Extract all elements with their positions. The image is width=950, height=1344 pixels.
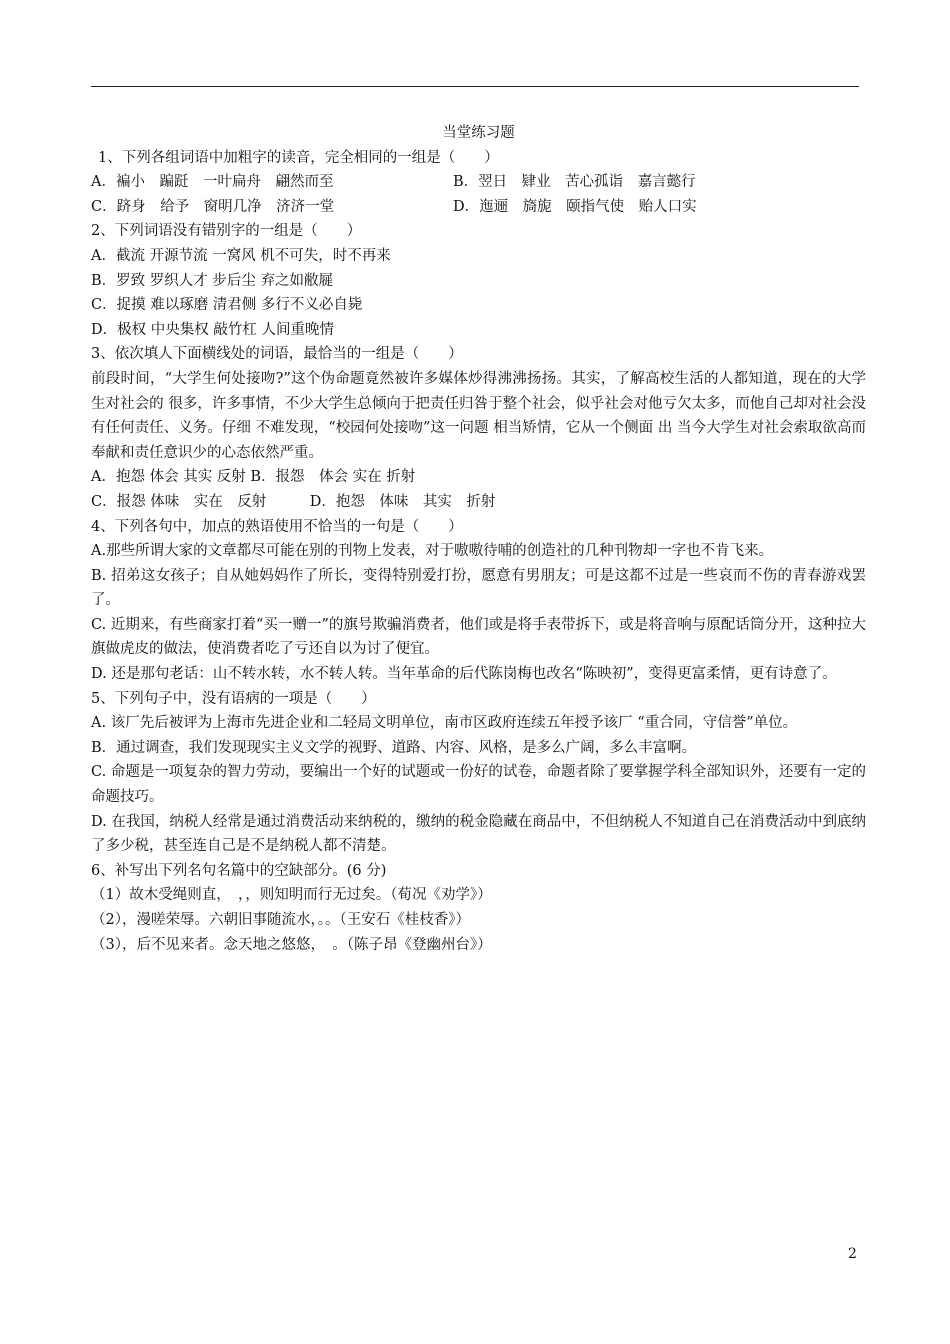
- question-6-item-1: （1）故木受绳则直， ，，则知明而行无过矣。（荀况《劝学》）: [91, 887, 492, 904]
- question-3-options-ab: A．抱怨 体会 其实 反射 B．报怨 体会 实在 折射: [91, 469, 416, 486]
- header-rule: [91, 86, 859, 87]
- page-title: 当堂练习题: [442, 125, 515, 141]
- question-1-option-b: B．翌日 肄业 苦心孤诣 嘉言懿行: [453, 174, 696, 191]
- question-5-option-c: C. 命题是一项复杂的智力劳动，要编出一个好的试题或一份好的试卷，命题者除了要掌握学科全部知识外，还要有一定的命题技巧。: [91, 764, 866, 806]
- question-1-option-a: A．褊小 蹁跹 一叶扁舟 翩然而至: [91, 174, 334, 191]
- question-3-options-cd: C．报怨 体味 实在 反射 D．抱怨 体味 其实 折射: [91, 493, 496, 510]
- question-4-option-b: B. 招弟这女孩子；自从她妈妈作了所长，变得特别爱打扮，愿意有男朋友；可是这都不过是一些哀而不伤的青春游戏罢了。: [91, 567, 866, 609]
- question-5-stem: 5、下列句子中，没有语病的一项是（ ）: [91, 690, 376, 707]
- question-1-option-d: D．迤逦 旖旎 颐指气使 贻人口实: [453, 198, 697, 215]
- question-1-options-row-2: [91, 195, 866, 220]
- question-5-option-d: D. 在我国，纳税人经常是通过消费活动来纳税的，缴纳的税金隐藏在商品中，不但纳税人不知道自己在消费活动中到底纳了多少税，甚至连自己是不是纳税人都不清楚。: [91, 813, 866, 855]
- question-6-item-2: （2），漫嗟荣辱。六朝旧事随流水，。。（王安石《桂枝香》）: [91, 912, 470, 928]
- question-6-item-3: （3），后不见来者。念天地之悠悠， 。（陈子昂《登幽州台》）: [91, 936, 492, 953]
- question-5-option-b: B．通过调查，我们发现现实主义文学的视野、道路、内容、风格，是多么广阔，多么丰富啊。: [91, 739, 697, 756]
- question-1-options-row-1: [91, 170, 866, 195]
- question-2-stem: 2、下列词语没有错别字的一组是（ ）: [91, 223, 362, 240]
- question-1-stem: 1、下列各组词语中加粗字的读音，完全相同的一组是（ ）: [98, 149, 499, 166]
- question-2-option-a: A．截流 开源节流 一窝风 机不可失，时不再来: [91, 247, 391, 264]
- question-4-option-a: A.那些所谓大家的文章都尽可能在别的刊物上发表，对于嗷嗷待哺的创造社的几种刊物却一字也不肯飞来。: [91, 543, 774, 560]
- question-4-stem: 4、下列各句中，加点的熟语使用不恰当的一句是（ ）: [91, 518, 463, 535]
- question-4-option-c: C. 近期来，有些商家打着“买一赠一”的旗号欺骗消费者，他们或是将手表带拆下，或是将音响与原配话筒分开，这种拉大旗做虎皮的做法，使消费者吃了亏还自以为讨了便宜。: [91, 616, 866, 658]
- page-number: 2: [848, 1246, 857, 1262]
- question-3-stem: 3、依次填人下面横线处的词语，最恰当的一组是（ ）: [91, 346, 463, 363]
- question-5-option-a: A. 该厂先后被评为上海市先进企业和二轻局文明单位，南市区政府连续五年授予该厂 “重合同，守信誉”单位。: [91, 715, 798, 732]
- question-3-passage: 前段时间，“大学生何处接吻?”这个伪命题竟然被许多媒体炒得沸沸扬扬。其实，了解高校生活的人都知道，现在的大学生对社会的 很多，许多事情，不少大学生总倾向于把责任归咎于整个社会，似乎社会对他亏欠太多，而他自己却对社会没有任何责任、义务。仔细 不难发现，“校园何处接吻”这一问题 相当矫情，它从一个侧面 出 当今大学生对社会索取欲高而奉献和责任意识少的心态依然严重。: [91, 370, 866, 461]
- question-2-option-d: D．极权 中央集权 敲竹杠 人间重晚情: [91, 321, 334, 338]
- question-1-option-c: C．跻身 给予 窗明几净 济济一堂: [91, 198, 335, 215]
- question-4-option-d: D. 还是那句老话：山不转水转，水不转人转。当年革命的后代陈岗梅也改名“陈映初”，变得更富柔情，更有诗意了。: [91, 666, 837, 683]
- exercise-content: [91, 121, 866, 957]
- question-2-option-b: B．罗致 罗织人才 步后尘 弃之如敝屣: [91, 272, 333, 289]
- question-2-option-c: C．捉摸 难以琢磨 清君侧 多行不义必自毙: [91, 297, 363, 314]
- question-6-stem: 6、补写出下列名句名篇中的空缺部分。(6 分): [91, 862, 387, 879]
